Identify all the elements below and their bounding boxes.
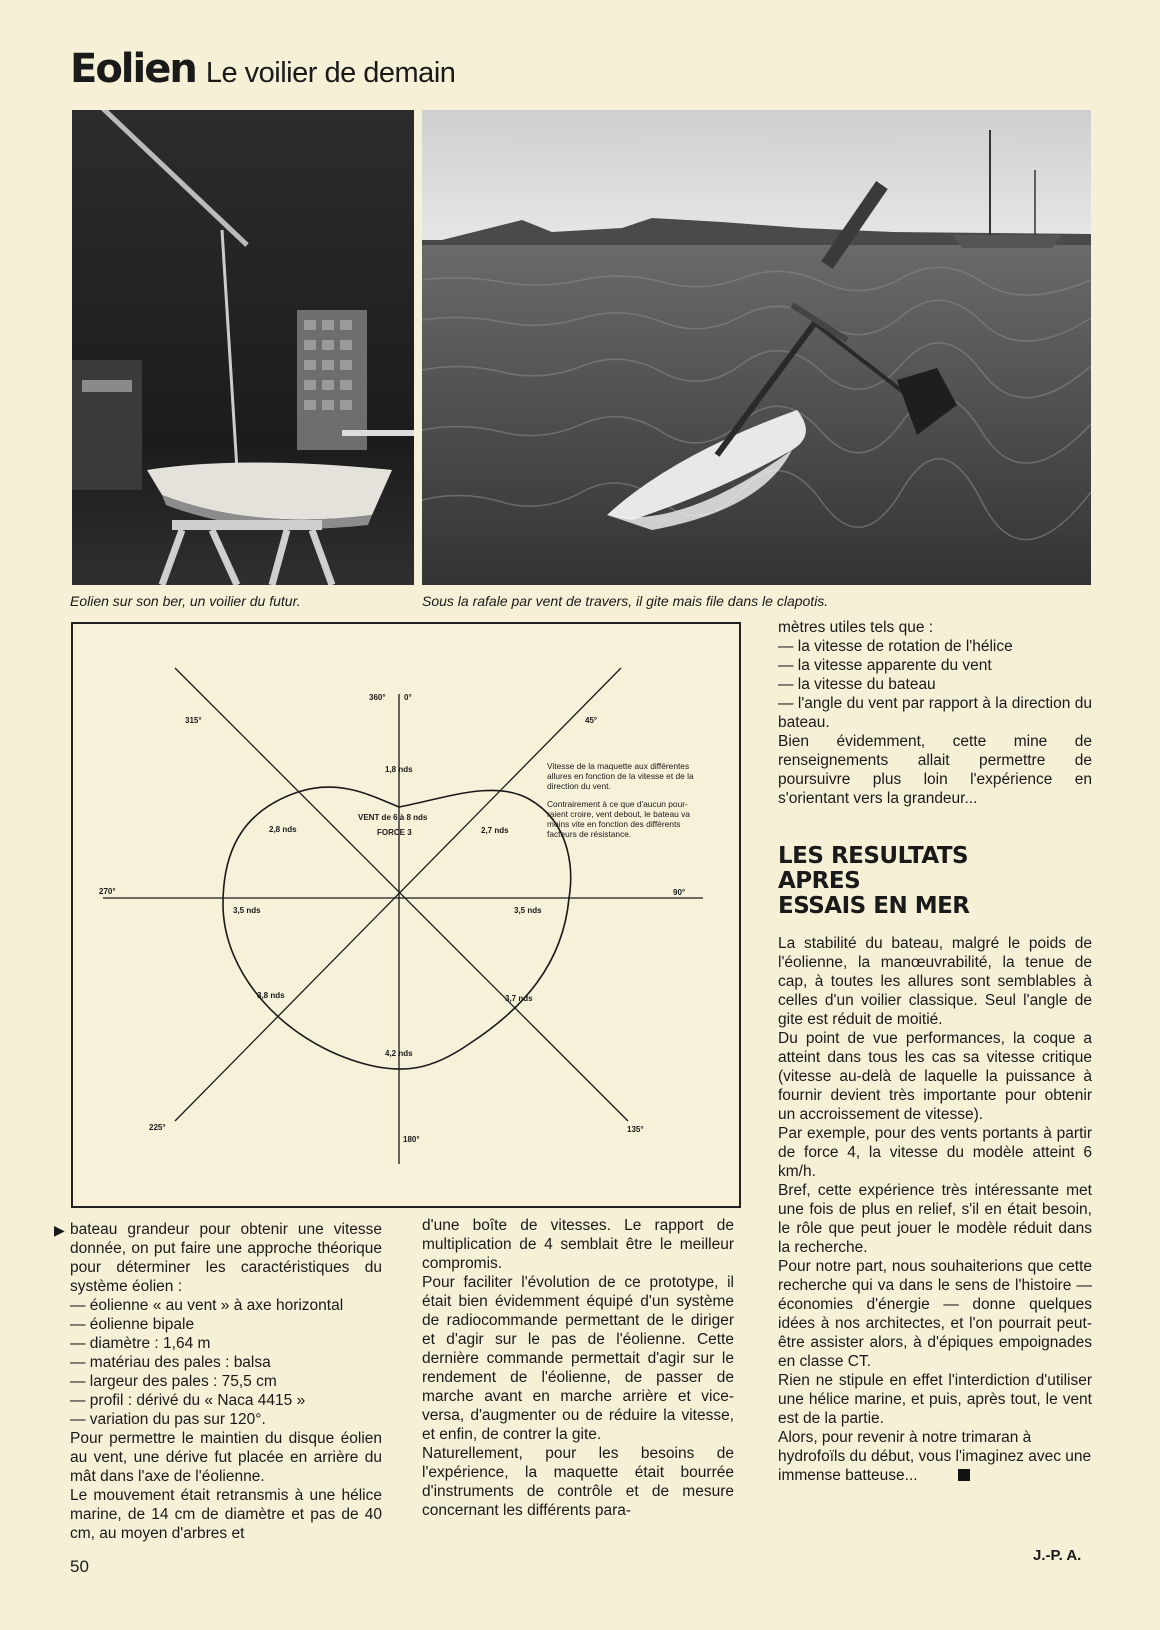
speed-s: 4,2 nds [385, 1049, 413, 1058]
angle-135: 135° [627, 1125, 644, 1134]
title-sub: Le voilier de demain [205, 57, 456, 89]
section-heading: LES RESULTATS APRES ESSAIS EN MER [778, 843, 970, 919]
end-mark-icon [958, 1469, 970, 1481]
wind-label: VENT de 6 à 8 nds [358, 813, 428, 822]
angle-90: 90° [673, 888, 686, 897]
angle-0: 0° [404, 693, 412, 702]
caption-right: Sous la rafale par vent de travers, il gite mais file dans le clapotis. [422, 593, 829, 609]
title-main: Eolien [70, 46, 196, 92]
svg-text:raient croire, vent debout, le: raient croire, vent debout, le bateau va [547, 809, 690, 819]
speed-e: 3,5 nds [514, 906, 542, 915]
polar-speed-diagram [71, 622, 741, 1208]
angle-315: 315° [185, 716, 202, 725]
text-column-1: bateau grandeur pour obtenir une vitesse donnée, on put faire une approche théorique pour déterminer les caractéristiques du système éolien : — éolienne « au vent » à axe horizontal — éolienne bipale — diamètre : 1,64 m — matériau des pales : balsa — largeur des pales : 75,5 cm — profil : dérivé du « Naca 4415 » — variation du pas sur 120°. Pour permettre le maintien du disque éolien au vent, une dérive fut placée en arrière du mât dans l'axe de l'éolienne. Le mouvement était retransmis à une hélice marine, de 14 cm de diamètre et pas de 40 cm, au moyen d'arbres et [70, 1221, 382, 1542]
angle-360: 360° [369, 693, 386, 702]
author-signature: J.-P. A. [1033, 1547, 1082, 1564]
page-number: 50 [70, 1557, 89, 1576]
speed-w: 3,5 nds [233, 906, 261, 915]
article-title [70, 46, 455, 92]
speed-n: 1,8 nds [385, 765, 413, 774]
speed-sw: 3,8 nds [257, 991, 285, 1000]
text-column-2: d'une boîte de vitesses. Le rapport de multiplication de 4 semblait être le meilleur compromis. Pour faciliter l'évolution de ce prototype, il était bien évidemment équipé d'un système de radiocommande permettant de le diriger et d'agir sur le pas de l'éolienne. Cette dernière commande permettait d'agir sur le rendement de l'éolienne, de passer de marche avant en marche arrière et vice-versa, d'augmenter ou de réduire la vitesse, et enfin, de contrer la gite. Naturellement, pour les besoins de l'expérience, la maquette était bourrée d'instruments de contrôle et de mesure concernant les différents para- [422, 1217, 734, 1519]
diagram-note-2 [547, 799, 690, 839]
angle-270: 270° [99, 887, 116, 896]
svg-text:direction du vent.: direction du vent. [547, 781, 611, 791]
speed-se: 3,7 nds [505, 994, 533, 1003]
photo-boat-at-sea [422, 110, 1091, 585]
angle-180: 180° [403, 1135, 420, 1144]
photo-boat-on-stand [72, 110, 414, 585]
angle-225: 225° [149, 1123, 166, 1132]
speed-nw: 2,8 nds [269, 825, 297, 834]
svg-text:facteurs de résistance.: facteurs de résistance. [547, 829, 632, 839]
force-label: FORCE 3 [377, 828, 412, 837]
text-column-3-top: mètres utiles tels que : — la vitesse de rotation de l'hélice — la vitesse apparente du vent — la vitesse du bateau — l'angle du vent par rapport à la direction du bateau. Bien évidemment, cette mine de renseignements allait permettre de poursuivre plus loin l'expérience en s'orientant vers la grandeur... [778, 619, 1092, 807]
speed-ne: 2,7 nds [481, 826, 509, 835]
svg-text:Vitesse de la maquette aux dif: Vitesse de la maquette aux différentes [547, 761, 690, 771]
continuation-arrow-icon: ▶ [54, 1222, 65, 1238]
text-column-3-bottom: La stabilité du bateau, malgré le poids de l'éolienne, la manœuvrabilité, la tenue de cap, à toutes les allures sont semblables à celles d'un voilier classique. Seul l'angle de gite est réduit de moitié. Du point de vue performances, la coque a atteint dans tous les cas sa vitesse critique (vitesse au-delà de laquelle la puissance à fournir devient très importante pour obtenir un accroissement de vitesse). Par exemple, pour des vents portants à partir de force 4, la vitesse du modèle atteint 6 km/h. Bref, cette expérience très intéressante met une fois de plus en relief, s'il en était besoin, le rôle que peut jouer le modèle réduit dans la recherche. Pour notre part, nous souhaiterions que cette recherche qui va dans le sens de l'histoire — économies d'énergie — donne quelques idées à nos architectes, et l'on pourrait peut-être assister alors, à d'épiques empoignades en classe CT. Rien ne stipule en effet l'interdiction d'utiliser une hélice marine, et puis, après tout, le vent est de la partie. Alors, pour revenir à notre trimaran à hydrofoïls du début, vous l'imaginez avec une immense batteuse... [778, 935, 1092, 1484]
svg-text:Contrairement à ce que d'aucun: Contrairement à ce que d'aucun pour- [547, 799, 688, 809]
diagram-note-1 [547, 761, 694, 791]
svg-text:moins vite en fonction des dif: moins vite en fonction des différents [547, 819, 681, 829]
angle-45: 45° [585, 716, 598, 725]
svg-text:allures en fonction de la vite: allures en fonction de la vitesse et de la [547, 771, 694, 781]
caption-left: Eolien sur son ber, un voilier du futur. [70, 593, 301, 609]
